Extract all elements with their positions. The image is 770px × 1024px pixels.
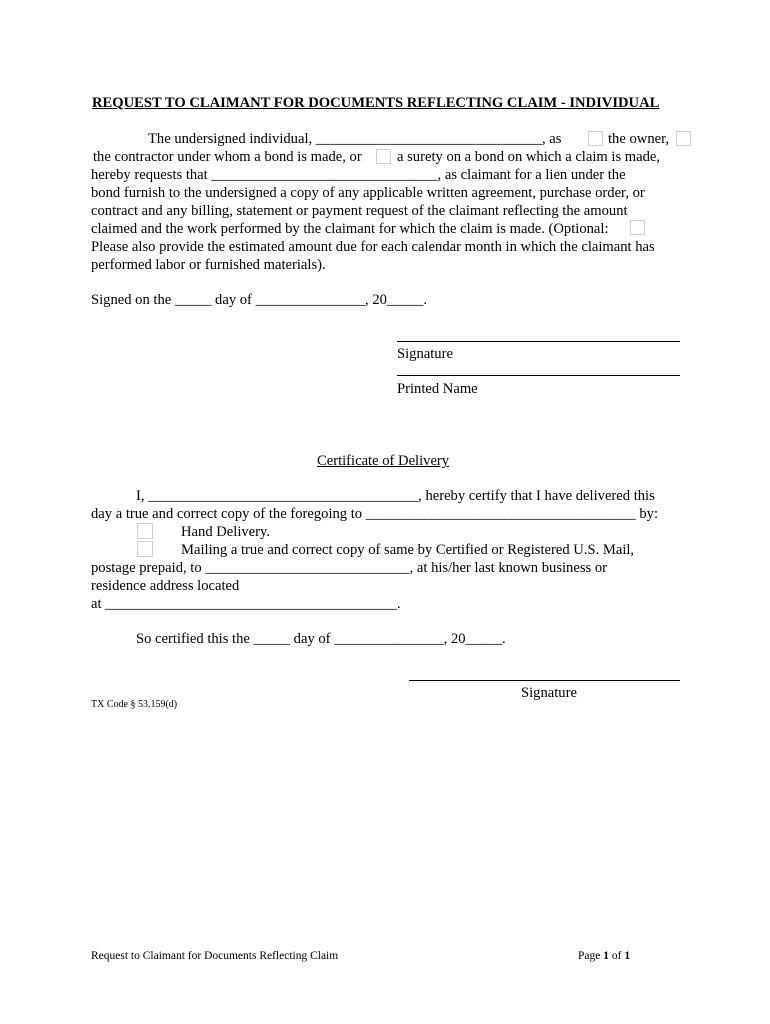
cert-line-5: postage prepaid, to ____________________________, at his/her last known business or [91,560,607,576]
signature-line [397,341,680,342]
optional-checkbox[interactable] [630,220,645,235]
mail-delivery-label: Mailing a true and correct copy of same by Certified or Registered U.S. Mail, [181,542,635,558]
footer-page-number [578,949,630,963]
para-line-3: hereby requests that _______________________________, as claimant for a lien under the [91,167,626,183]
cert-line-6: residence address located [91,578,240,594]
cert-signature-line [409,680,680,681]
hand-delivery-label: Hand Delivery. [181,524,271,540]
contractor-checkbox[interactable] [676,131,691,146]
cert-signature-label: Signature [521,685,577,701]
footer-document-name: Request to Claimant for Documents Reflecting Claim [91,950,339,962]
para-line-8: performed labor or furnished materials). [91,257,326,273]
printed-name-line [397,375,680,376]
signature-label: Signature [397,346,453,362]
tx-code-reference: TX Code § 53.159(d) [91,699,178,710]
para-line-1: The undersigned individual, _______________________________, as [148,131,562,147]
footer-page-total: 1 [624,950,631,962]
para-owner-label: the owner, [608,131,670,147]
mail-delivery-checkbox[interactable] [137,541,153,557]
footer-page-of: of [611,950,622,962]
signed-on-line: Signed on the _____ day of _______________, 20_____. [91,292,428,308]
so-certified-line: So certified this the _____ day of _______________, 20_____. [136,631,506,647]
para-line-4: bond furnish to the undersigned a copy of any applicable written agreement, purchase order, or [91,185,645,201]
cert-line-1: I, _____________________________________, hereby certify that I have delivered this [136,488,655,504]
para-line-7: Please also provide the estimated amount due for each calendar month in which the claimant has [91,239,655,255]
cert-line-7: at ________________________________________. [91,596,401,612]
surety-checkbox[interactable] [376,149,391,164]
footer-page-prefix: Page [578,950,601,962]
owner-checkbox[interactable] [588,131,603,146]
para-line-2: the contractor under whom a bond is made, or [93,149,362,165]
document-title: REQUEST TO CLAIMANT FOR DOCUMENTS REFLECTING CLAIM - INDIVIDUAL [92,95,660,111]
printed-name-label: Printed Name [397,381,478,397]
certificate-title: Certificate of Delivery [317,453,450,469]
para-line-5: contract and any billing, statement or payment request of the claimant reflecting the amount [91,203,628,219]
footer-page-current: 1 [603,950,609,962]
cert-line-2: day a true and correct copy of the foregoing to _____________________________________ by: [91,506,659,522]
para-line-6: claimed and the work performed by the claimant for which the claim is made. (Optional: [91,221,609,237]
para-surety-label: a surety on a bond on which a claim is made, [397,149,661,165]
hand-delivery-checkbox[interactable] [137,523,153,539]
